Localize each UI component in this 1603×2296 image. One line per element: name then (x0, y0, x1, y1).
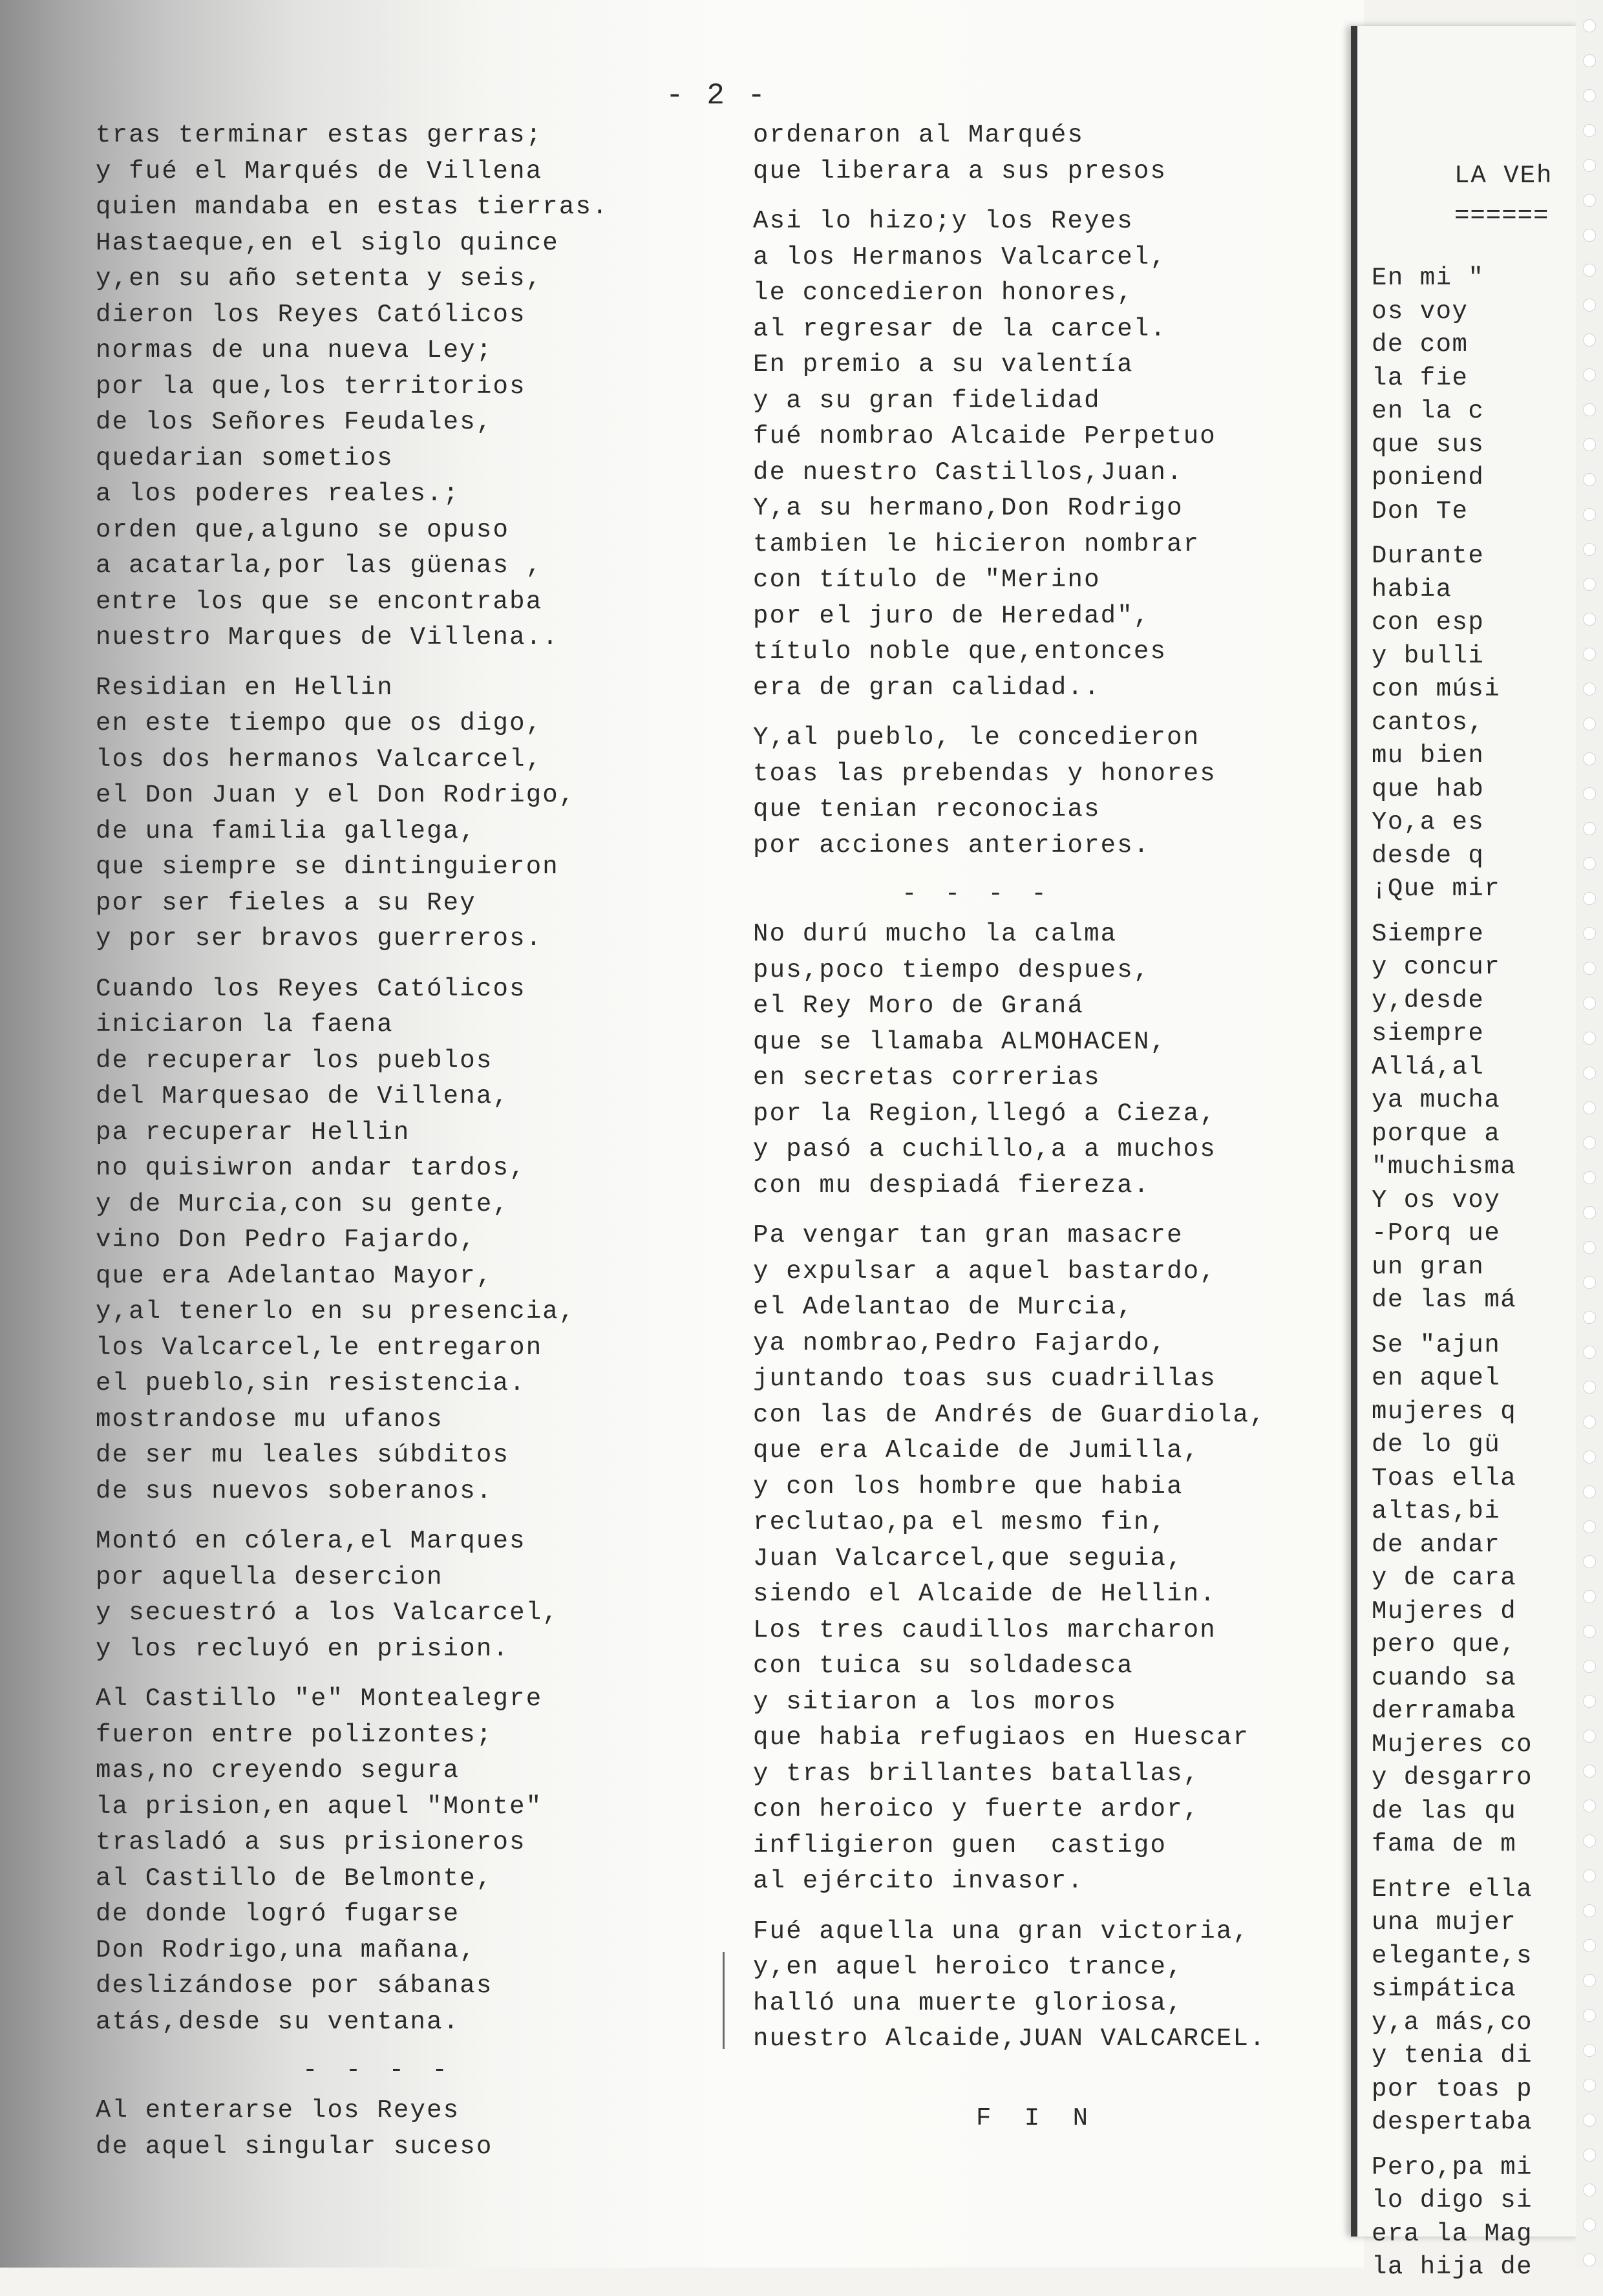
binder-hole (1583, 19, 1596, 32)
verse-line: de ser mu leales súbditos (96, 1441, 510, 1469)
verse-line: dieron los Reyes Católicos (96, 300, 526, 329)
verse-line: de com (1372, 330, 1469, 359)
verse-line: toas las prebendas y honores (753, 759, 1216, 788)
verse-line: que tenian reconocias (753, 795, 1101, 824)
left-stanza (96, 670, 677, 957)
binder-hole (1583, 613, 1596, 626)
left-stanza (96, 1524, 677, 1667)
verse-line: Al Castillo "e" Montealegre (96, 1685, 543, 1713)
verse-line: vino Don Pedro Fajardo, (96, 1226, 476, 1254)
left-stanza (96, 1681, 677, 2040)
next-stanza (1372, 2151, 1585, 2284)
binder-hole (1583, 508, 1596, 521)
verse-line: y a su gran fidelidad (753, 386, 1101, 415)
verse-line: Pa vengar tan gran masacre (753, 1221, 1184, 1249)
verse-line: reclutao,pa el mesmo fin, (753, 1508, 1167, 1536)
verse-line: poniend (1372, 463, 1485, 492)
verse-line: de los Señores Feudales, (96, 408, 493, 436)
verse-line: Durante (1372, 542, 1485, 570)
verse-line: que liberara a sus presos (753, 156, 1167, 186)
verse-line: siempre (1372, 1019, 1501, 1048)
verse-line: pus,poco tiempo despues, (753, 955, 1151, 984)
verse-line: y de Murcia,con su gente, (96, 1189, 510, 1218)
binder-hole (1583, 194, 1596, 207)
verse-line: al regresar de la carcel. (753, 314, 1167, 343)
verse-line: los Valcarcel,le entregaron (96, 1333, 543, 1362)
binder-hole (1583, 299, 1596, 312)
verse-line: Juan Valcarcel,que seguia, (753, 1544, 1184, 1573)
verse-line: el Adelantao de Murcia, (753, 1293, 1134, 1321)
verse-line: halló una muerte gloriosa, (753, 1988, 1184, 2017)
verse-line: con músi (1372, 675, 1501, 703)
verse-line: de aquel singular suceso (96, 2132, 493, 2161)
verse-line: de lo gü (1372, 1430, 1501, 1459)
verse-line: y por ser bravos guerreros. (96, 924, 543, 953)
verse-line: los dos hermanos Valcarcel, (96, 745, 543, 774)
verse-line: Entre ella (1372, 1875, 1533, 1904)
right-stanza (753, 917, 1335, 1204)
binder-hole (1583, 89, 1596, 102)
verse-line: Siempre (1372, 919, 1485, 948)
binder-hole (1583, 54, 1596, 67)
verse-line: un gran (1372, 1252, 1501, 1281)
binder-hole (1583, 1311, 1596, 1324)
verse-line: derramaba (1372, 1697, 1517, 1725)
binder-hole (1583, 1485, 1596, 1498)
next-page-body (1372, 262, 1585, 2296)
verse-line: a los poderes reales.; (96, 480, 460, 508)
right-stanza (753, 720, 1335, 864)
binder-hole (1583, 1171, 1596, 1184)
binder-hole (1583, 229, 1596, 242)
verse-line: fueron entre polizontes; (96, 1720, 493, 1749)
next-stanza (1372, 1329, 1585, 1862)
binder-hole (1583, 1590, 1596, 1603)
verse-line: y,a más,co (1372, 2008, 1533, 2037)
verse-line: ordenaron al Marqués (753, 121, 1085, 149)
verse-line: el pueblo,sin resistencia. (96, 1369, 526, 1398)
binder-hole (1583, 717, 1596, 730)
binder-hole (1583, 438, 1596, 451)
verse-line: ya nombrao,Pedro Fajardo, (753, 1328, 1167, 1357)
verse-line: de sus nuevos soberanos. (96, 1476, 493, 1505)
verse-line: por toas p (1372, 2074, 1533, 2103)
binder-hole (1583, 2184, 1596, 2196)
binder-hole (1583, 368, 1596, 381)
binder-hole (1583, 2253, 1596, 2266)
verse-line: la fie (1372, 363, 1469, 392)
verse-line: en la c (1372, 397, 1485, 425)
verse-line: nuestro Marques de Villena.. (96, 623, 559, 652)
verse-line: Fué aquella una gran victoria, (753, 1917, 1250, 1946)
verse-line: de una familia gallega, (96, 816, 476, 845)
binder-hole (1583, 1834, 1596, 1847)
binder-hole (1583, 997, 1596, 1010)
binder-hole (1583, 962, 1596, 975)
verse-line: y los recluyó en prision. (96, 1634, 510, 1663)
left-stanza (96, 118, 677, 656)
verse-line: y tras brillantes batallas, (753, 1759, 1200, 1788)
verse-line: la hija de (1372, 2253, 1533, 2281)
verse-line: habia (1372, 575, 1469, 604)
verse-line: Don Rodrigo,una mañana, (96, 1935, 476, 1964)
verse-line: y fué el Marqués de Villena (96, 156, 543, 186)
verse-line: y de cara (1372, 1564, 1517, 1592)
binder-hole (1583, 473, 1596, 486)
next-stanza (1372, 1873, 1585, 2140)
binder-hole (1583, 1730, 1596, 1743)
verse-line: y con los hombre que habia (753, 1472, 1184, 1501)
binder-hole (1583, 2149, 1596, 2162)
verse-line: despertaba (1372, 2108, 1533, 2136)
left-stanza (96, 2093, 677, 2165)
verse-line: y tenia di (1372, 2041, 1533, 2070)
verse-line: Allá,al (1372, 1052, 1501, 1081)
verse-line: le concedieron honores, (753, 279, 1134, 307)
verse-line: a los Hermanos Valcarcel, (753, 242, 1167, 271)
verse-line: que habia refugiaos en Huescar (753, 1723, 1250, 1752)
binder-hole (1583, 1136, 1596, 1149)
binder-hole (1583, 1939, 1596, 1952)
verse-line: Cuando los Reyes Católicos (96, 974, 526, 1003)
divider-dashes: - - - - (303, 2056, 454, 2085)
verse-line: Y os voy (1372, 1185, 1501, 1215)
verse-line: de donde logró fugarse (96, 1900, 460, 1928)
verse-line: -Porq ue (1372, 1219, 1501, 1248)
verse-line: y concur (1372, 953, 1501, 981)
binder-hole (1583, 1032, 1596, 1045)
verse-line: con tuica su soldadesca (753, 1652, 1134, 1680)
binder-hole (1583, 1241, 1596, 1254)
verse-line: con título de "Merino (753, 566, 1101, 594)
verse-line: Mujeres co (1372, 1730, 1533, 1759)
verse-line: y bulli (1372, 641, 1485, 670)
verse-line: y desgarro (1372, 1763, 1533, 1792)
verse-line: mu bien (1372, 741, 1485, 770)
verse-line: por ser fieles a su Rey (96, 888, 476, 917)
verse-line: de recuperar los pueblos (96, 1046, 493, 1075)
binder-hole (1583, 2218, 1596, 2231)
binder-hole (1583, 1869, 1596, 1882)
binder-hole (1583, 264, 1596, 277)
verse-line: iniciaron la faena (96, 1010, 394, 1039)
verse-line: Hastaeque,en el siglo quince (96, 228, 559, 257)
verse-line: lo digo si (1372, 2186, 1533, 2215)
verse-line: con esp (1372, 608, 1485, 637)
right-stanza (753, 1914, 1335, 2057)
verse-line: Yo,a es (1372, 808, 1485, 836)
verse-line: el Rey Moro de Graná (753, 992, 1085, 1020)
verse-line: que sus (1372, 430, 1485, 459)
verse-line: por la Region,llegó a Cieza, (753, 1099, 1216, 1128)
right-divider (753, 878, 1335, 917)
verse-line: infligieron guen castigo (753, 1831, 1167, 1860)
verse-line: título noble que,entonces (753, 637, 1167, 666)
binder-hole (1583, 124, 1596, 137)
left-column (96, 118, 677, 2179)
binder-hole (1583, 752, 1596, 765)
verse-line: desde q (1372, 841, 1485, 870)
binder-hole (1583, 1555, 1596, 1568)
verse-line: orden que,alguno se opuso (96, 515, 510, 544)
verse-line: y,al tenerlo en su presencia, (96, 1297, 576, 1326)
verse-line: y secuestró a los Valcarcel, (96, 1599, 559, 1627)
verse-line: nuestro Alcaide,JUAN VALCARCEL. (753, 2025, 1266, 2053)
verse-line: entre los que se encontraba (96, 587, 543, 616)
verse-line: a acatarla,por las güenas , (96, 551, 543, 580)
binder-hole (1583, 2044, 1596, 2057)
verse-line: Toas ella (1372, 1463, 1517, 1493)
verse-line: al ejército invasor. (753, 1867, 1085, 1895)
verse-line: siendo el Alcaide de Hellin. (753, 1580, 1216, 1608)
verse-line: normas de una nueva Ley; (96, 336, 493, 365)
binder-hole (1583, 1520, 1596, 1533)
binder-hole (1583, 1416, 1596, 1429)
verse-line: en secretas correrias (753, 1063, 1101, 1092)
verse-line: con mu despiadá fiereza. (753, 1171, 1151, 1200)
verse-line: quien mandaba en estas tierras. (96, 193, 609, 221)
binder-hole (1583, 857, 1596, 870)
binder-hole (1583, 1974, 1596, 1987)
verse-line: altas,bi (1372, 1497, 1501, 1525)
verse-line: En premio a su valentía (753, 350, 1134, 379)
binder-hole (1583, 1381, 1596, 1394)
verse-line: cuando sa (1372, 1663, 1517, 1692)
verse-line: atás,desde su ventana. (96, 2007, 460, 2036)
verse-line: y,desde (1372, 986, 1485, 1015)
verse-line: Asi lo hizo;y los Reyes (753, 207, 1134, 235)
binder-hole (1583, 1660, 1596, 1673)
next-page-edge (1351, 26, 1580, 2281)
verse-line: que se llamaba ALMOHACEN, (753, 1027, 1167, 1056)
verse-line: fué nombrao Alcaide Perpetuo (753, 422, 1216, 451)
end-mark: F I N (976, 2104, 1098, 2132)
verse-line: y,en aquel heroico trance, (753, 1953, 1184, 1981)
verse-line: Al enterarse los Reyes (96, 2096, 460, 2125)
verse-line: Residian en Hellin (96, 673, 394, 702)
verse-line: os voy (1372, 297, 1469, 326)
verse-line: en este tiempo que os digo, (96, 709, 543, 738)
verse-line: En mi " (1372, 264, 1485, 292)
verse-line: con heroico y fuerte ardor, (753, 1795, 1200, 1823)
verse-line: y pasó a cuchillo,a a muchos (753, 1135, 1216, 1164)
verse-line: tras terminar estas gerras; (96, 121, 543, 149)
verse-line: tambien le hicieron nombrar (753, 529, 1200, 558)
binder-hole (1583, 1206, 1596, 1219)
verse-line: quedarian sometios (96, 443, 394, 473)
verse-line: del Marquesao de Villena, (96, 1082, 510, 1111)
verse-line: porque a (1372, 1119, 1501, 1148)
verse-line: fama de m (1372, 1830, 1517, 1858)
verse-line: la prision,en aquel "Monte" (96, 1792, 543, 1821)
next-stanza (1372, 540, 1585, 906)
verse-line: de nuestro Castillos,Juan. (753, 458, 1184, 487)
next-page-header: LA VEh (1454, 162, 1553, 190)
verse-line: por aquella desercion (96, 1562, 443, 1591)
verse-line: "muchisma (1372, 1153, 1517, 1181)
verse-line: de las má (1372, 1286, 1517, 1314)
verse-line: de andar (1372, 1530, 1517, 1559)
verse-line: era la Mag (1372, 2219, 1533, 2248)
next-stanza (1372, 918, 1585, 1317)
verse-line: una mujer (1372, 1908, 1517, 1937)
verse-line: Mujeres d (1372, 1597, 1517, 1626)
right-stanza (753, 1218, 1335, 1900)
binder-hole (1583, 927, 1596, 940)
verse-line: pa recuperar Hellin (96, 1118, 410, 1147)
verse-line: con las de Andrés de Guardiola, (753, 1400, 1266, 1429)
verse-line: al Castillo de Belmonte, (96, 1864, 493, 1893)
binder-hole (1583, 334, 1596, 346)
binder-hole (1583, 578, 1596, 591)
binder-hole (1583, 2114, 1596, 2127)
verse-line: por acciones anteriores. (753, 831, 1151, 860)
verse-line: elegante,s (1372, 1941, 1533, 1970)
verse-line: no quisiwron andar tardos, (96, 1154, 526, 1182)
verse-line: era de gran calidad.. (753, 673, 1101, 702)
verse-line: que era Alcaide de Jumilla, (753, 1436, 1200, 1465)
verse-line: que siempre se dintinguieron (96, 853, 559, 881)
verse-line: pero que, (1372, 1630, 1517, 1659)
verse-line: que hab (1372, 774, 1485, 803)
verse-line: Y,al pueblo, le concedieron (753, 723, 1200, 752)
verse-line: y sitiaron a los moros (753, 1687, 1118, 1716)
verse-line: trasladó a sus prisioneros (96, 1828, 526, 1856)
verse-line: por la que,los territorios (96, 372, 526, 401)
binder-hole (1583, 2009, 1596, 2022)
binder-hole (1583, 892, 1596, 905)
verse-line: mujeres q (1372, 1397, 1517, 1426)
verse-line: ya mucha (1372, 1086, 1501, 1114)
verse-line: por el juro de Heredad", (753, 601, 1151, 630)
verse-line: que era Adelantao Mayor, (96, 1261, 493, 1290)
verse-line: simpática (1372, 1975, 1517, 2003)
binder-hole (1583, 403, 1596, 416)
binder-hole (1583, 1276, 1596, 1289)
divider-dashes: - - - - (902, 880, 1053, 908)
binder-strip (1576, 0, 1603, 2268)
verse-line: Los tres caudillos marcharon (753, 1615, 1216, 1644)
verse-line: deslizándose por sábanas (96, 1972, 493, 2000)
verse-line: el Don Juan y el Don Rodrigo, (96, 781, 576, 809)
verse-line: en aquel (1372, 1364, 1501, 1392)
next-page-header-rule: ====== (1454, 202, 1549, 230)
right-stanza (753, 204, 1335, 706)
verse-line: Don Te (1372, 496, 1469, 526)
verse-line: cantos, (1372, 708, 1485, 737)
binder-hole (1583, 1346, 1596, 1359)
right-stanza (753, 118, 1335, 189)
binder-hole (1583, 1695, 1596, 1708)
verse-line: juntando toas sus cuadrillas (753, 1365, 1216, 1393)
verse-line: Se "ajun (1372, 1330, 1501, 1359)
verse-line: Y,a su hermano,Don Rodrigo (753, 494, 1184, 522)
page-number: - 2 - (666, 79, 769, 112)
next-stanza (1372, 262, 1585, 528)
verse-line: y expulsar a aquel bastardo, (753, 1257, 1216, 1286)
verse-line: No durú mucho la calma (753, 920, 1118, 948)
verse-line: mostrandose mu ufanos (96, 1405, 443, 1434)
binder-hole (1583, 822, 1596, 835)
margin-mark (723, 1952, 725, 2049)
verse-line: de las qu (1372, 1796, 1517, 1825)
binder-hole (1583, 1625, 1596, 1638)
binder-hole (1583, 1451, 1596, 1463)
binder-hole (1583, 543, 1596, 556)
left-stanza (96, 972, 677, 1510)
left-divider (96, 2054, 677, 2093)
binder-hole (1583, 787, 1596, 800)
verse-line: mas,no creyendo segura (96, 1756, 460, 1785)
binder-hole (1583, 1800, 1596, 1812)
binder-hole (1583, 159, 1596, 172)
binder-hole (1583, 648, 1596, 661)
verse-line: Pero,pa mi (1372, 2152, 1533, 2182)
verse-line: ¡Que mir (1372, 875, 1501, 903)
binder-hole (1583, 1101, 1596, 1114)
binder-hole (1583, 683, 1596, 696)
verse-line: y,en su año setenta y seis, (96, 264, 543, 293)
binder-hole (1583, 2079, 1596, 2092)
binder-hole (1583, 1765, 1596, 1778)
right-column (753, 118, 1335, 2072)
verse-line: Montó en cólera,el Marques (96, 1527, 526, 1555)
binder-hole (1583, 1904, 1596, 1917)
binder-hole (1583, 1067, 1596, 1079)
